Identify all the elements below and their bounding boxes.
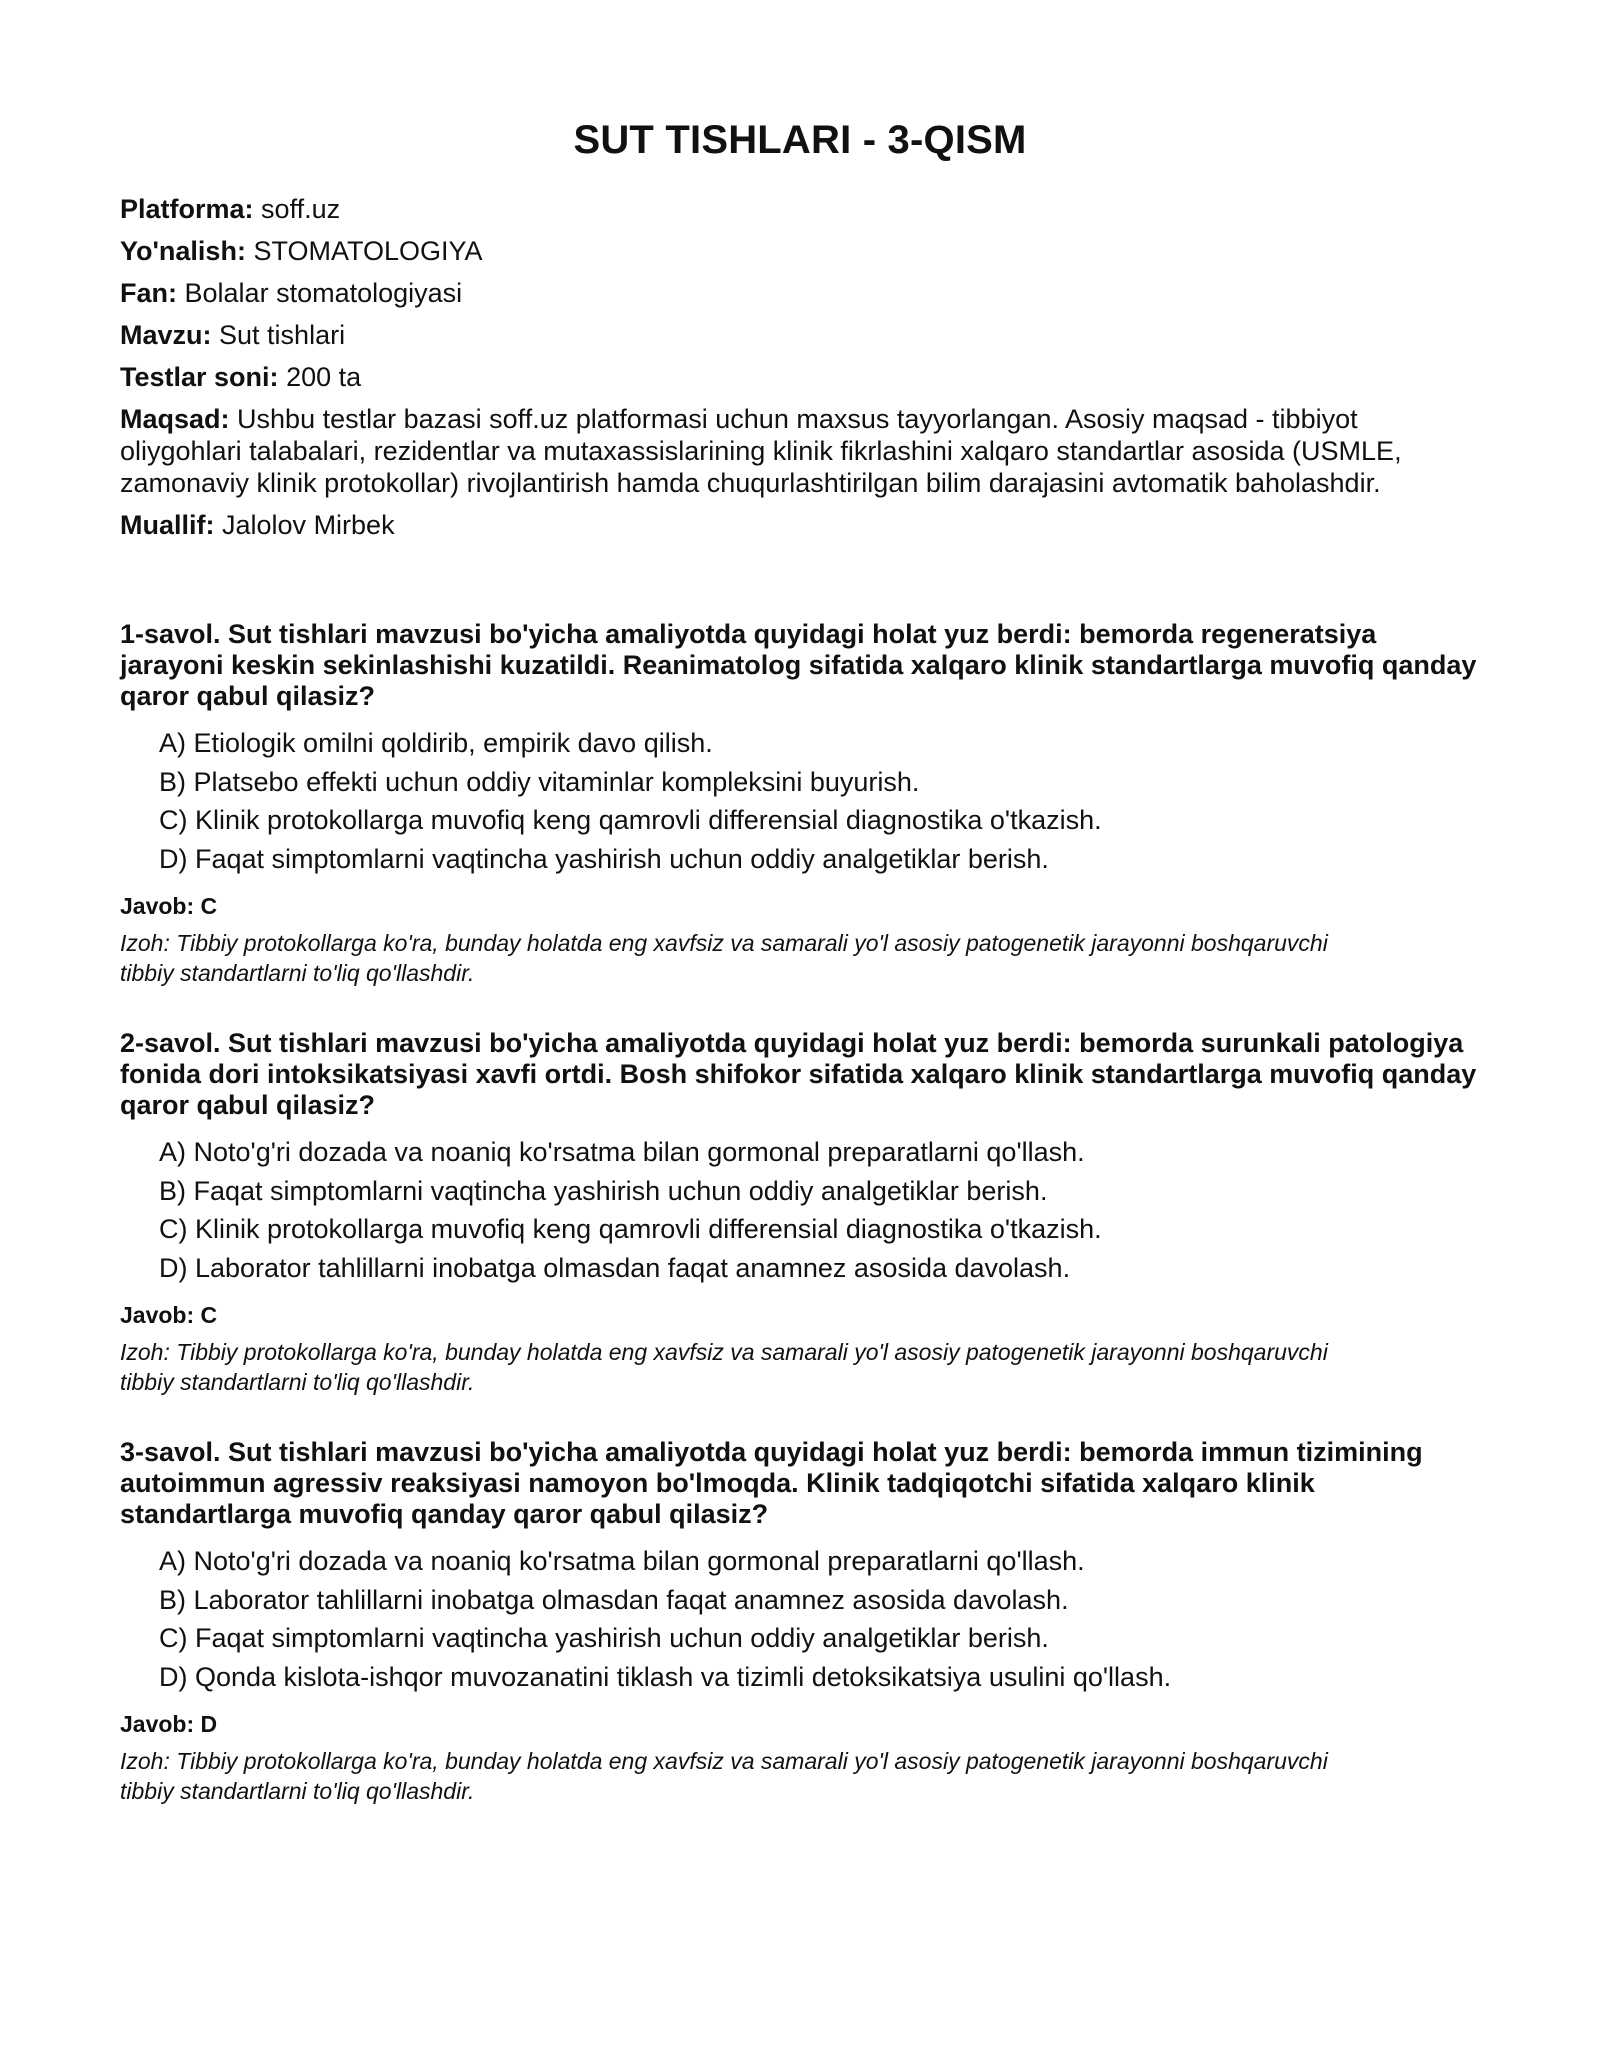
meta-direction	[120, 235, 1480, 267]
meta-value: 200 ta	[286, 362, 362, 392]
meta-label: Platforma:	[120, 194, 254, 224]
question-text: 1-savol. Sut tishlari mavzusi bo'yicha amaliyotda quyidagi holat yuz berdi: bemorda regeneratsiya jarayoni keskin sekinlashishi kuzatildi. Reanimatolog sifatida xalqaro klinik standartlarga muvofiq qanday qaror qabul qilasiz?	[120, 619, 1477, 711]
meta-value: soff.uz	[261, 194, 341, 224]
meta-label: Maqsad:	[120, 404, 230, 434]
option-c: C) Faqat simptomlarni vaqtincha yashirish uchun oddiy analgetiklar berish.	[159, 1623, 1049, 1653]
meta-platform	[120, 193, 1480, 225]
answer-options	[120, 1133, 1480, 1287]
meta-label: Muallif:	[120, 510, 215, 540]
option-b: B) Platsebo effekti uchun oddiy vitaminlar kompleksini buyurish.	[159, 766, 920, 797]
answer-options	[120, 724, 1480, 878]
meta-label: Mavzu:	[120, 320, 212, 350]
questions-list	[120, 619, 1480, 1806]
meta-label: Yo'nalish:	[120, 236, 246, 266]
option-b: B) Laborator tahlillarni inobatga olmasdan faqat anamnez asosida davolash.	[159, 1584, 1069, 1615]
option-d: D) Laborator tahlillarni inobatga olmasdan faqat anamnez asosida davolash.	[159, 1252, 1071, 1283]
question-text: 3-savol. Sut tishlari mavzusi bo'yicha amaliyotda quyidagi holat yuz berdi: bemorda immun tizimining autoimmun agressiv reaksiyasi namoyon bo'lmoqda. Klinik tadqiqotchi sifatida xalqaro klinik standartlarga muvofiq qanday qaror qabul qilasiz?	[120, 1437, 1423, 1529]
meta-purpose	[120, 403, 1480, 499]
option-d: D) Qonda kislota-ishqor muvozanatini tiklash va tizimli detoksikatsiya usulini qo'llash.	[159, 1661, 1172, 1692]
question-block	[120, 1028, 1480, 1397]
answer-key: Javob: C	[120, 893, 218, 919]
meta-topic	[120, 319, 1480, 351]
question-block	[120, 1437, 1480, 1806]
explanation-text: Izoh: Tibbiy protokollarga ko'ra, bunday holatda eng xavfsiz va samarali yo'l asosiy patogenetik jarayonni boshqaruvchi tibbiy standartlarni to'liq qo'llashdir.	[120, 1748, 1328, 1804]
question-block	[120, 619, 1480, 988]
page-title: SUT TISHLARI - 3-QISM	[573, 118, 1027, 162]
answer-options	[120, 1542, 1480, 1696]
meta-subject	[120, 277, 1480, 309]
option-c: C) Klinik protokollarga muvofiq keng qamrovli differensial diagnostika o'tkazish.	[159, 805, 1102, 835]
answer-key: Javob: D	[120, 1711, 218, 1737]
meta-value: Jalolov Mirbek	[222, 510, 395, 540]
meta-value: STOMATOLOGIYA	[253, 236, 483, 266]
option-d: D) Faqat simptomlarni vaqtincha yashirish uchun oddiy analgetiklar berish.	[159, 843, 1049, 874]
option-c: C) Klinik protokollarga muvofiq keng qamrovli differensial diagnostika o'tkazish.	[159, 1214, 1102, 1244]
answer-key: Javob: C	[120, 1302, 218, 1328]
meta-value: Sut tishlari	[219, 320, 346, 350]
meta-test-count	[120, 361, 1480, 393]
explanation-text: Izoh: Tibbiy protokollarga ko'ra, bunday holatda eng xavfsiz va samarali yo'l asosiy patogenetik jarayonni boshqaruvchi tibbiy standartlarni to'liq qo'llashdir.	[120, 930, 1328, 986]
option-a: A) Noto'g'ri dozada va noaniq ko'rsatma bilan gormonal preparatlarni qo'llash.	[159, 1137, 1085, 1167]
meta-section	[120, 193, 1480, 541]
meta-value: Bolalar stomatologiyasi	[184, 278, 463, 308]
meta-author	[120, 509, 1480, 541]
question-text: 2-savol. Sut tishlari mavzusi bo'yicha amaliyotda quyidagi holat yuz berdi: bemorda surunkali patologiya fonida dori intoksikatsiyasi xavfi ortdi. Bosh shifokor sifatida xalqaro klinik standartlarga muvofiq qanday qaror qabul qilasiz?	[120, 1028, 1477, 1120]
meta-value: Ushbu testlar bazasi soff.uz platformasi uchun maxsus tayyorlangan. Asosiy maqsad - tibbiyot oliygohlari talabalari, rezidentlar va mutaxassislarining klinik fikrlashini xalqaro standartlar asosida (USMLE, zamonaviy klinik protokollar) rivojlantirish hamda chuqurlashtirilgan bilim darajasini avtomatik baholashdir.	[120, 404, 1402, 498]
option-a: A) Noto'g'ri dozada va noaniq ko'rsatma bilan gormonal preparatlarni qo'llash.	[159, 1546, 1085, 1576]
explanation-text: Izoh: Tibbiy protokollarga ko'ra, bunday holatda eng xavfsiz va samarali yo'l asosiy patogenetik jarayonni boshqaruvchi tibbiy standartlarni to'liq qo'llashdir.	[120, 1339, 1328, 1395]
option-b: B) Faqat simptomlarni vaqtincha yashirish uchun oddiy analgetiklar berish.	[159, 1175, 1048, 1206]
meta-label: Testlar soni:	[120, 362, 279, 392]
option-a: A) Etiologik omilni qoldirib, empirik davo qilish.	[159, 728, 713, 758]
meta-label: Fan:	[120, 278, 177, 308]
document-page	[120, 118, 1480, 1846]
